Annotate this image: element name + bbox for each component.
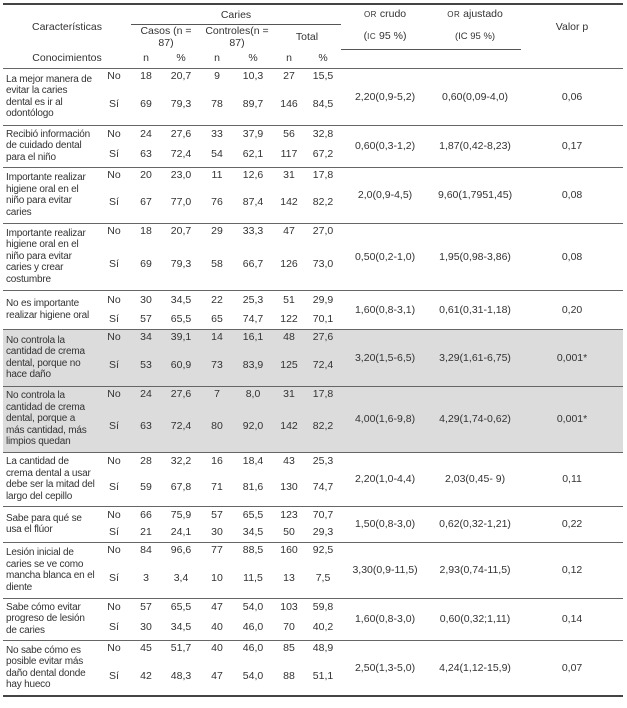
or-crudo-label: crudo (379, 8, 407, 21)
total-pct: 70,7 (305, 506, 341, 523)
controles-pct: 65,5 (233, 506, 273, 523)
p-value: 0,20 (521, 290, 623, 329)
answer-label: No (97, 223, 131, 238)
table-row (3, 223, 623, 238)
or-crudo-value: 4,00(1,6-9,8) (341, 386, 429, 452)
answer-label: Sí (109, 621, 119, 634)
controles-pct: 88,5 (233, 542, 273, 558)
casos-n: 53 (131, 344, 161, 386)
controles-pct: 46,0 (233, 640, 273, 656)
casos-pct: 27,6 (161, 125, 201, 142)
table-row (3, 167, 623, 182)
header-conocimientos: Conocimientos (32, 52, 102, 65)
results-table-page (0, 3, 627, 697)
or-ajustado-value: 0,62(0,32-1,21) (429, 506, 521, 542)
answer-label: No (97, 598, 131, 615)
controles-pct: 87,4 (242, 196, 264, 209)
or-ajustado-label: ajustado (463, 8, 503, 21)
total-pct: 84,5 (312, 97, 334, 110)
total-pct: 27,6 (305, 329, 341, 344)
controles-n: 57 (201, 506, 233, 523)
controles-n: 9 (201, 68, 233, 83)
or-ajustado-value: 3,29(1,61-6,75) (429, 329, 521, 386)
total-n: 146 (280, 97, 298, 110)
row-description: Sabe para qué se usa el flúor (3, 506, 97, 542)
or-crudo-value: 2,20(0,9-5,2) (341, 68, 429, 125)
casos-pct: 32,2 (161, 452, 201, 469)
answer-label: No (97, 125, 131, 142)
controles-pct: 37,9 (233, 125, 273, 142)
total-n: 31 (273, 386, 305, 401)
or-crudo-value: 2,50(1,3-5,0) (341, 640, 429, 696)
or-crudo-value: 0,60(0,3-1,2) (341, 125, 429, 167)
answer-label: Sí (109, 257, 119, 270)
p-value: 0,11 (521, 452, 623, 506)
casos-n: 57 (140, 312, 152, 325)
casos-n: 67 (140, 196, 152, 209)
casos-pct: 3,4 (173, 571, 189, 584)
header-pct: % (318, 52, 328, 65)
controles-n: 16 (201, 452, 233, 469)
casos-n: 57 (131, 598, 161, 615)
table-row (3, 125, 623, 142)
or-ajustado-value: 0,61(0,31-1,18) (429, 290, 521, 329)
controles-n: 77 (201, 542, 233, 558)
total-pct: 72,4 (305, 344, 341, 386)
header-or-ajustado (429, 4, 521, 25)
controles-pct: 54,0 (242, 669, 264, 682)
answer-label: No (97, 452, 131, 469)
header-controles: Controles(n = 87) (205, 25, 269, 49)
casos-pct: 39,1 (161, 329, 201, 344)
controles-n: 47 (201, 598, 233, 615)
casos-pct: 34,5 (170, 621, 192, 634)
casos-pct: 20,7 (161, 223, 201, 238)
casos-n: 20 (131, 167, 161, 182)
or-ajustado-value: 4,29(1,74-0,62) (429, 386, 521, 452)
casos-pct: 20,7 (161, 68, 201, 83)
row-description: La cantidad de crema dental a usar debe ser la mitad del largo del cepillo (3, 452, 97, 506)
or-ajustado-value: 2,03(0,45- 9) (429, 452, 521, 506)
total-n: 142 (280, 196, 298, 209)
total-n: 70 (283, 621, 295, 634)
casos-n: 28 (131, 452, 161, 469)
ic-suffix: 95 %) (376, 30, 407, 42)
total-pct: 92,5 (305, 542, 341, 558)
controles-n: 58 (211, 257, 223, 270)
or-abbrev: OR (363, 10, 377, 20)
controles-n: 40 (201, 640, 233, 656)
total-n: 123 (273, 506, 305, 523)
header-n: n (214, 52, 220, 65)
total-n: 126 (280, 257, 298, 270)
total-n: 51 (273, 290, 305, 309)
casos-pct: 27,6 (161, 386, 201, 401)
table-body (3, 68, 623, 696)
or-ajustado-value: 2,93(0,74-11,5) (429, 542, 521, 598)
controles-pct: 89,7 (242, 97, 264, 110)
controles-pct: 16,1 (233, 329, 273, 344)
total-pct: 82,2 (312, 196, 334, 209)
header-total: Total (295, 31, 319, 43)
header-n: n (143, 52, 149, 65)
p-value: 0,14 (521, 598, 623, 640)
casos-pct: 51,7 (161, 640, 201, 656)
controles-pct: 46,0 (242, 621, 264, 634)
total-n: 142 (273, 401, 305, 452)
casos-n: 63 (131, 401, 161, 452)
answer-label: No (97, 68, 131, 83)
header-n: n (286, 52, 292, 65)
table-row (3, 329, 623, 344)
casos-n: 24 (131, 386, 161, 401)
table-row (3, 506, 623, 523)
row-description: No controla la cantidad de crema dental, porque a más cantidad, más limpios quedan (3, 386, 97, 452)
knowledge-caries-table (3, 3, 623, 697)
total-pct: 7,5 (315, 571, 331, 584)
controles-pct: 11,5 (243, 571, 263, 584)
controles-n: 47 (211, 669, 223, 682)
answer-label: Sí (109, 312, 119, 325)
answer-label: No (97, 167, 131, 182)
or-ajustado-value: 0,60(0,09-4,0) (429, 68, 521, 125)
controles-pct: 54,0 (233, 598, 273, 615)
total-n: 130 (280, 481, 298, 494)
controles-n: 14 (201, 329, 233, 344)
empty-cell (521, 49, 623, 68)
total-n: 85 (273, 640, 305, 656)
p-value: 0,08 (521, 223, 623, 290)
casos-n: 63 (140, 148, 152, 161)
or-crudo-value: 1,60(0,8-3,1) (341, 290, 429, 329)
or-abbrev: OR (447, 10, 461, 20)
or-ajustado-value: 4,24(1,12-15,9) (429, 640, 521, 696)
casos-pct: 60,9 (161, 344, 201, 386)
p-value: 0,001* (521, 386, 623, 452)
total-pct: 25,3 (305, 452, 341, 469)
row-description: Importante realizar higiene oral en el niño para evitar caries (3, 167, 97, 223)
total-n: 50 (283, 526, 295, 539)
header-caries: Caries (131, 4, 341, 25)
or-ajustado-value: 9,60(1,7951,45) (429, 167, 521, 223)
total-pct: 32,8 (305, 125, 341, 142)
controles-n: 65 (211, 312, 223, 325)
controles-pct: 25,3 (233, 290, 273, 309)
answer-label: Sí (97, 344, 131, 386)
total-n: 27 (273, 68, 305, 83)
p-value: 0,001* (521, 329, 623, 386)
header-or-crudo (341, 4, 429, 25)
header-valor-p: Valor p (555, 21, 589, 33)
casos-pct: 96,6 (161, 542, 201, 558)
or-ajustado-value: 1,95(0,98-3,86) (429, 223, 521, 290)
casos-pct: 75,9 (161, 506, 201, 523)
casos-pct: 65,5 (170, 312, 192, 325)
or-ajustado-value: 0,60(0,32;1,11) (429, 598, 521, 640)
or-crudo-value: 2,20(1,0-4,4) (341, 452, 429, 506)
total-pct: 74,7 (312, 481, 334, 494)
total-n: 47 (273, 223, 305, 238)
empty-cell (429, 49, 521, 68)
controles-pct: 8,0 (233, 386, 273, 401)
controles-pct: 83,9 (233, 344, 273, 386)
total-n: 122 (280, 312, 298, 325)
p-value: 0,12 (521, 542, 623, 598)
casos-n: 69 (140, 257, 152, 270)
total-n: 88 (283, 669, 295, 682)
casos-pct: 65,5 (161, 598, 201, 615)
controles-n: 40 (211, 621, 223, 634)
controles-n: 29 (201, 223, 233, 238)
total-pct: 48,9 (305, 640, 341, 656)
casos-n: 24 (131, 125, 161, 142)
controles-pct: 10,3 (233, 68, 273, 83)
p-value: 0,17 (521, 125, 623, 167)
total-n: 160 (273, 542, 305, 558)
controles-pct: 66,7 (242, 257, 264, 270)
controles-pct: 12,6 (233, 167, 273, 182)
casos-n: 66 (131, 506, 161, 523)
or-crudo-value: 1,60(0,8-3,0) (341, 598, 429, 640)
casos-n: 42 (140, 669, 152, 682)
row-description: La mejor manera de evitar la caries dental es ir al odontólogo (3, 68, 97, 125)
answer-label: No (97, 542, 131, 558)
answer-label: Sí (109, 526, 119, 539)
total-pct: 17,8 (305, 167, 341, 182)
header-casos: Casos (n = 87) (140, 25, 192, 49)
controles-pct: 81,6 (242, 481, 264, 494)
controles-pct: 34,5 (242, 526, 264, 539)
table-row (3, 452, 623, 469)
casos-pct: 79,3 (170, 257, 192, 270)
answer-label: No (97, 329, 131, 344)
header-caracteristicas: Características (31, 21, 103, 33)
p-value: 0,22 (521, 506, 623, 542)
answer-label: Sí (109, 481, 119, 494)
controles-n: 71 (211, 481, 223, 494)
casos-n: 30 (140, 621, 152, 634)
table-row (3, 640, 623, 656)
controles-pct: 62,1 (242, 148, 264, 161)
controles-n: 33 (201, 125, 233, 142)
or-ajustado-value: 1,87(0,42-8,23) (429, 125, 521, 167)
row-description: No sabe cómo es posible evitar más daño dental donde hay hueco (3, 640, 97, 696)
casos-n: 84 (131, 542, 161, 558)
casos-pct: 67,8 (170, 481, 192, 494)
total-pct: 27,0 (305, 223, 341, 238)
header-ic-ajustado: (IC 95 %) (429, 25, 521, 50)
casos-n: 18 (131, 68, 161, 83)
ic-abbrev: IC (367, 32, 377, 41)
table-row (3, 598, 623, 615)
casos-pct: 48,3 (170, 669, 192, 682)
total-pct: 17,8 (305, 386, 341, 401)
row-description: Sabe cómo evitar progreso de lesión de caries (3, 598, 97, 640)
total-pct: 40,2 (312, 621, 334, 634)
p-value: 0,06 (521, 68, 623, 125)
casos-n: 18 (131, 223, 161, 238)
total-n: 48 (273, 329, 305, 344)
table-row (3, 290, 623, 309)
casos-pct: 79,3 (170, 97, 192, 110)
or-crudo-value: 1,50(0,8-3,0) (341, 506, 429, 542)
total-n: 13 (283, 571, 295, 584)
casos-pct: 24,1 (170, 526, 192, 539)
answer-label: No (97, 386, 131, 401)
paren: ( (363, 30, 368, 42)
total-pct: 82,2 (305, 401, 341, 452)
total-pct: 51,1 (312, 669, 334, 682)
table-row (3, 68, 623, 83)
answer-label: No (97, 640, 131, 656)
casos-pct: 34,5 (161, 290, 201, 309)
or-crudo-value: 3,30(0,9-11,5) (341, 542, 429, 598)
controles-pct: 92,0 (233, 401, 273, 452)
casos-n: 3 (143, 571, 149, 584)
controles-n: 76 (211, 196, 223, 209)
row-description: No es importante realizar higiene oral (3, 290, 97, 329)
answer-label: Sí (109, 148, 119, 161)
empty-cell (341, 49, 429, 68)
controles-n: 80 (201, 401, 233, 452)
controles-n: 11 (201, 167, 233, 182)
p-value: 0,07 (521, 640, 623, 696)
controles-pct: 33,3 (233, 223, 273, 238)
controles-pct: 18,4 (233, 452, 273, 469)
total-n: 31 (273, 167, 305, 182)
controles-n: 22 (201, 290, 233, 309)
total-n: 56 (273, 125, 305, 142)
total-pct: 73,0 (312, 257, 334, 270)
row-description: Recibió información de cuidado dental para el niño (3, 125, 97, 167)
casos-n: 21 (140, 526, 152, 539)
controles-pct: 74,7 (242, 312, 264, 325)
casos-n: 30 (131, 290, 161, 309)
casos-pct: 72,4 (161, 401, 201, 452)
controles-n: 73 (201, 344, 233, 386)
controles-n: 10 (211, 571, 223, 584)
casos-n: 34 (131, 329, 161, 344)
or-crudo-value: 3,20(1,5-6,5) (341, 329, 429, 386)
header-pct: % (248, 52, 258, 65)
casos-n: 69 (140, 97, 152, 110)
casos-pct: 77,0 (170, 196, 192, 209)
casos-pct: 72,4 (170, 148, 192, 161)
answer-label: No (97, 506, 131, 523)
total-pct: 70,1 (312, 312, 334, 325)
controles-n: 7 (201, 386, 233, 401)
row-description: Lesión inicial de caries se ve como mancha blanca en el diente (3, 542, 97, 598)
answer-label: Sí (109, 669, 119, 682)
table-row (3, 542, 623, 558)
total-pct: 67,2 (312, 148, 334, 161)
table-row (3, 386, 623, 401)
total-n: 125 (273, 344, 305, 386)
controles-n: 30 (211, 526, 223, 539)
header-ic-crudo (341, 25, 429, 50)
or-crudo-value: 2,0(0,9-4,5) (341, 167, 429, 223)
controles-n: 78 (211, 97, 223, 110)
row-description: Importante realizar higiene oral en el niño para evitar caries y crear costumbre (3, 223, 97, 290)
answer-label: Sí (109, 571, 119, 584)
total-n: 43 (273, 452, 305, 469)
or-crudo-value: 0,50(0,2-1,0) (341, 223, 429, 290)
answer-label: Sí (109, 196, 119, 209)
p-value: 0,08 (521, 167, 623, 223)
total-pct: 29,9 (305, 290, 341, 309)
total-pct: 29,3 (312, 526, 334, 539)
casos-pct: 23,0 (161, 167, 201, 182)
total-pct: 15,5 (305, 68, 341, 83)
casos-n: 59 (140, 481, 152, 494)
header-pct: % (176, 52, 186, 65)
total-pct: 59,8 (305, 598, 341, 615)
answer-label: Sí (97, 401, 131, 452)
answer-label: No (97, 290, 131, 309)
row-description: No controla la cantidad de crema dental, porque no hace daño (3, 329, 97, 386)
answer-label: Sí (109, 97, 119, 110)
total-n: 103 (273, 598, 305, 615)
controles-n: 54 (211, 148, 223, 161)
total-n: 117 (280, 148, 298, 161)
casos-n: 45 (131, 640, 161, 656)
